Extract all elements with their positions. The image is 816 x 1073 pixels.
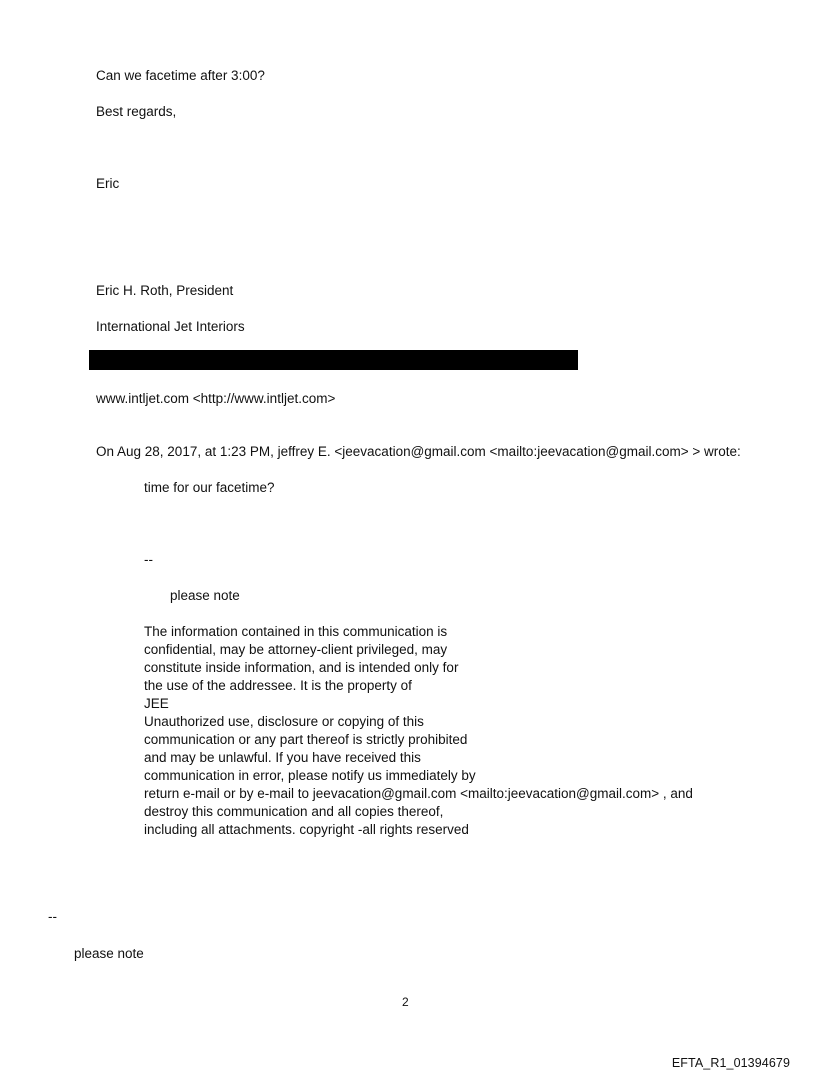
signature-name-title: Eric H. Roth, President	[96, 283, 234, 298]
quoted-note: please note	[170, 588, 240, 603]
footer-note: please note	[74, 946, 144, 961]
quoted-body: time for our facetime?	[144, 480, 275, 495]
disclaimer-line: communication in error, please notify us immediately by	[144, 768, 476, 783]
sender-first-name: Eric	[96, 176, 120, 191]
disclaimer-line: return e-mail or by e-mail to jeevacation@gmail.com <mailto:jeevacation@gmail.com> , and	[144, 786, 693, 801]
page-number: 2	[402, 995, 409, 1009]
disclaimer-line: JEE	[144, 696, 169, 711]
redaction-bar	[89, 350, 578, 370]
disclaimer-line: Unauthorized use, disclosure or copying of this	[144, 714, 424, 729]
disclaimer-line: and may be unlawful. If you have received this	[144, 750, 421, 765]
footer-separator: --	[48, 909, 57, 924]
email-question: Can we facetime after 3:00?	[96, 68, 265, 83]
disclaimer-line: constitute inside information, and is intended only for	[144, 660, 459, 675]
disclaimer-line: destroy this communication and all copies thereof,	[144, 804, 444, 819]
disclaimer-block	[144, 623, 693, 839]
document-id: EFTA_R1_01394679	[671, 1056, 790, 1070]
quoted-separator: --	[144, 552, 153, 567]
disclaimer-line: confidential, may be attorney-client privileged, may	[144, 642, 448, 657]
disclaimer-line: The information contained in this communication is	[144, 624, 448, 639]
disclaimer-line: the use of the addressee. It is the property of	[144, 678, 412, 693]
quoted-header: On Aug 28, 2017, at 1:23 PM, jeffrey E. <jeevacation@gmail.com <mailto:jeevacation@gmail.com> > wrote:	[96, 444, 741, 459]
disclaimer-line: including all attachments. copyright -all rights reserved	[144, 822, 469, 837]
email-closing: Best regards,	[96, 104, 177, 119]
signature-company: International Jet Interiors	[96, 319, 245, 334]
disclaimer-line: communication or any part thereof is strictly prohibited	[144, 732, 468, 747]
signature-website-link[interactable]: www.intljet.com <http://www.intljet.com>	[96, 391, 336, 406]
